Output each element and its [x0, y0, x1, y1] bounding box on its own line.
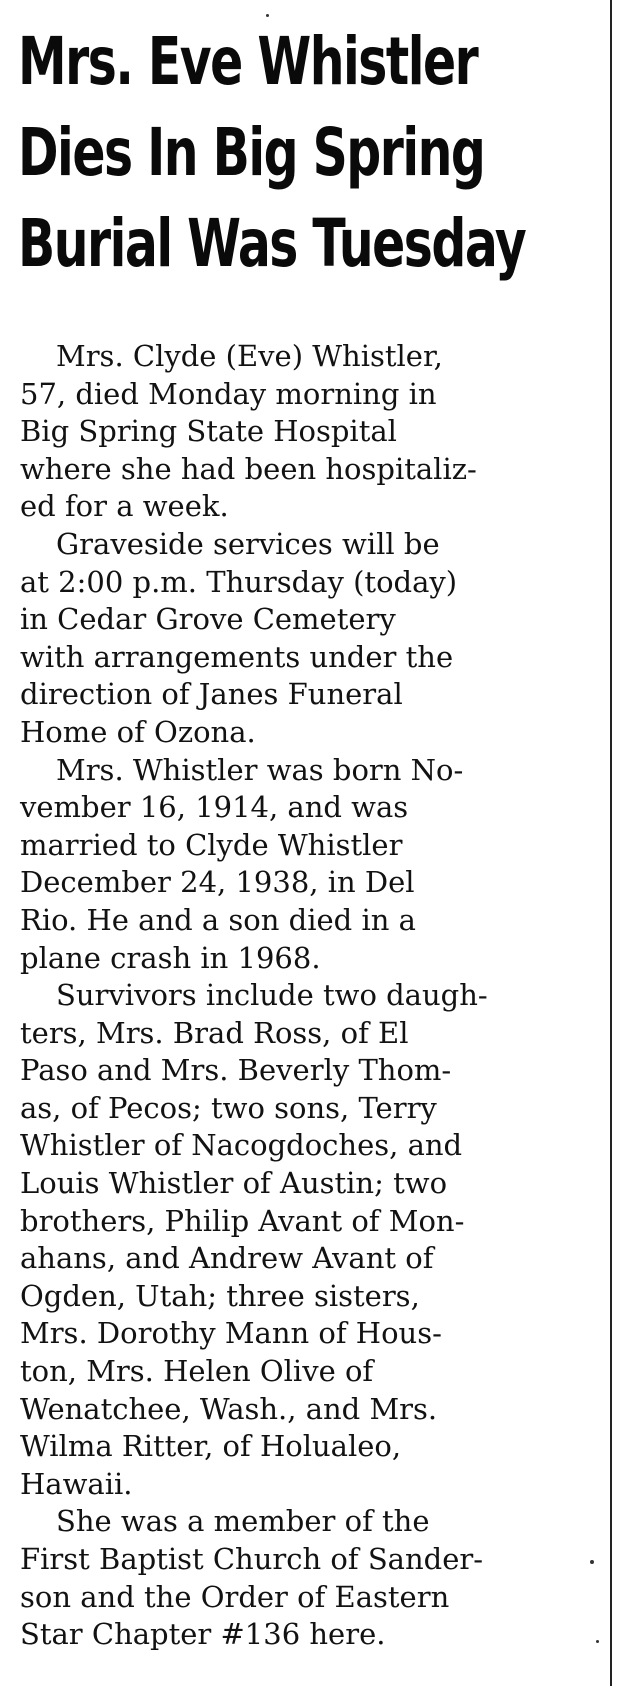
text-line: ters, Mrs. Brad Ross, of El [20, 1015, 409, 1050]
text-line: Paso and Mrs. Beverly Thom- [20, 1053, 452, 1088]
text-line: Rio. He and a son died in a [20, 902, 416, 937]
text-line: Home of Ozona. [20, 714, 256, 749]
text-line: Louis Whistler of Austin; two [20, 1166, 448, 1201]
text-line: where she had been hospitaliz- [20, 451, 477, 486]
headline [18, 16, 526, 289]
text-line: She was a member of the [56, 1504, 430, 1539]
print-speck [266, 14, 269, 17]
text-line: Hawaii. [20, 1466, 133, 1501]
text-line: Wenatchee, Wash., and Mrs. [20, 1391, 438, 1426]
paragraph-services [20, 526, 580, 752]
text-line: brothers, Philip Avant of Mon- [20, 1203, 465, 1238]
paragraph-memberships [20, 1503, 580, 1653]
text-line: December 24, 1938, in Del [20, 865, 415, 900]
headline-line-2: Dies In Big Spring [18, 114, 485, 191]
text-line: Graveside services will be [56, 526, 440, 561]
text-line: plane crash in 1968. [20, 940, 321, 975]
headline-line-3: Burial Was Tuesday [18, 205, 526, 282]
print-speck [590, 1560, 594, 1564]
text-line: with arrangements under the [20, 639, 454, 674]
text-line: Ogden, Utah; three sisters, [20, 1278, 420, 1313]
article-body [20, 338, 580, 1654]
text-line: vember 16, 1914, and was [20, 790, 409, 825]
text-line: at 2:00 p.m. Thursday (today) [20, 564, 458, 599]
text-line: Wilma Ritter, of Holualeo, [20, 1429, 402, 1464]
text-line: 57, died Monday morning in [20, 376, 437, 411]
text-line: ton, Mrs. Helen Olive of [20, 1354, 374, 1389]
paragraph-biography [20, 752, 580, 978]
text-line: married to Clyde Whistler [20, 827, 403, 862]
text-line: Mrs. Whistler was born No- [56, 752, 464, 787]
text-line: son and the Order of Eastern [20, 1579, 450, 1614]
column-edge-rule [610, 0, 612, 1686]
text-line: as, of Pecos; two sons, Terry [20, 1090, 437, 1125]
text-line: Mrs. Dorothy Mann of Hous- [20, 1316, 442, 1351]
text-line: direction of Janes Funeral [20, 677, 403, 712]
text-line: Mrs. Clyde (Eve) Whistler, [56, 339, 443, 373]
headline-line-1: Mrs. Eve Whistler [18, 23, 478, 100]
paragraph-death-notice [20, 338, 580, 526]
text-line: in Cedar Grove Cemetery [20, 602, 396, 637]
text-line: Survivors include two daugh- [56, 978, 488, 1013]
print-speck [596, 1640, 599, 1643]
text-line: Star Chapter #136 here. [20, 1617, 386, 1652]
text-line: ahans, and Andrew Avant of [20, 1241, 434, 1276]
text-line: ed for a week. [20, 489, 229, 524]
paragraph-survivors [20, 977, 580, 1503]
text-line: First Baptist Church of Sander- [20, 1542, 484, 1576]
text-line: Big Spring State Hospital [20, 414, 397, 449]
text-line: Whistler of Nacogdoches, and [20, 1128, 463, 1163]
